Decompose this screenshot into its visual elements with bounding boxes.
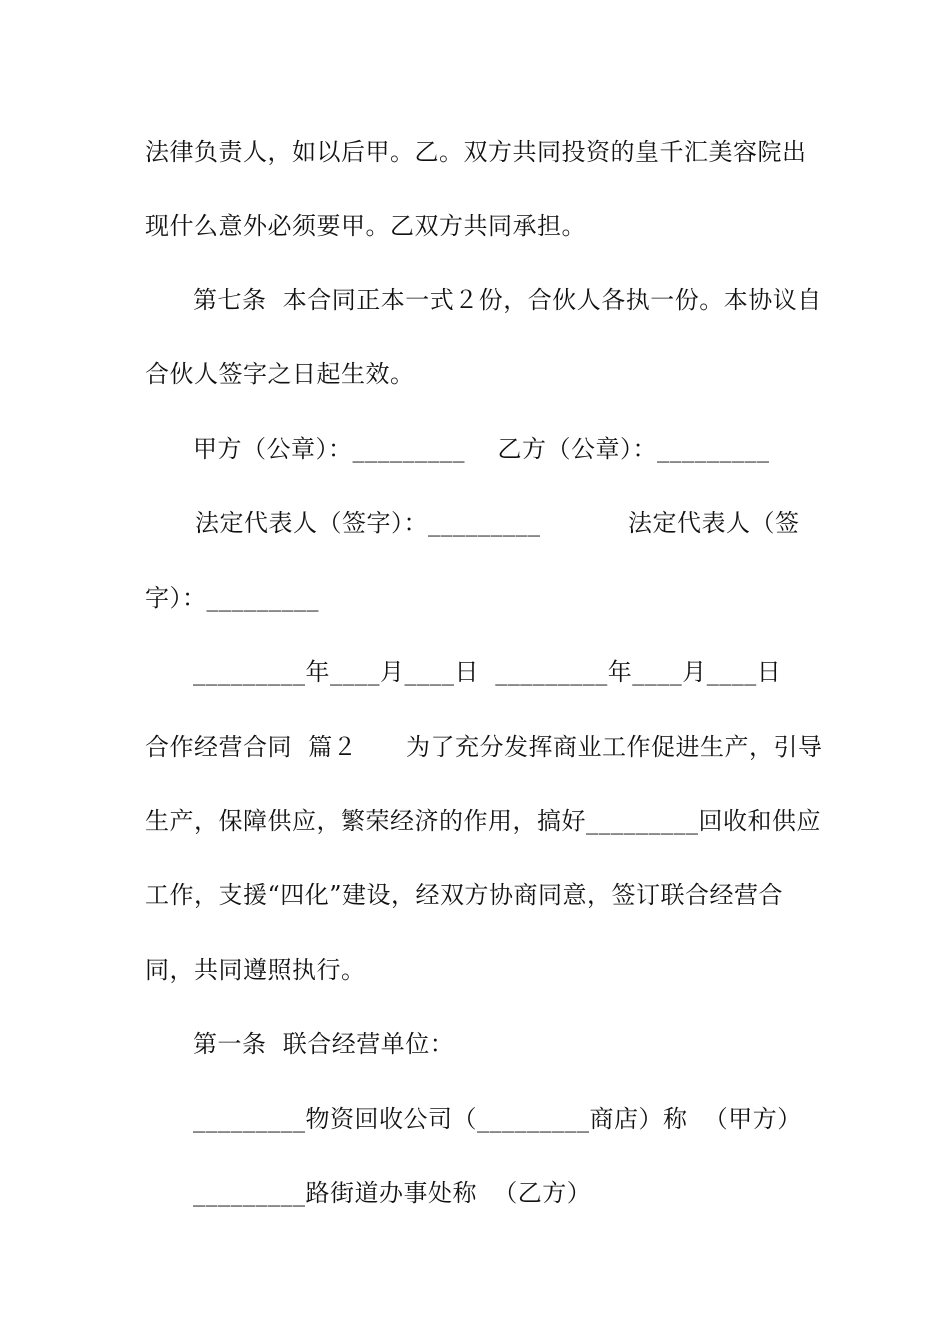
party-b-unit: _________路街道办事处称 （乙方） <box>193 1179 592 1207</box>
contract-2-line-2: 生产，保障供应，繁荣经济的作用，搞好_________回收和供应 <box>145 807 821 835</box>
legal-rep-party-a: 法定代表人（签字）：_________ <box>195 509 541 537</box>
contract-2-line-3: 工作，支援“四化”建设，经双方协商同意，签订联合经营合 <box>145 881 784 909</box>
text-line-1: 法律负责人，如以后甲。乙。双方共同投资的皇千汇美容院出 <box>145 138 807 166</box>
legal-rep-party-b-cont: 字）：_________ <box>145 584 319 612</box>
article-1-heading: 第一条 联合经营单位： <box>193 1030 455 1058</box>
article-7-line-1: 第七条 本合同正本一式２份，合伙人各执一份。本协议自 <box>193 286 822 314</box>
text-line-2: 现什么意外必须要甲。乙双方共同承担。 <box>145 212 586 240</box>
contract-2-heading-line: 合作经营合同 篇２ 为了充分发挥商业工作促进生产，引导 <box>145 733 823 761</box>
legal-rep-party-b: 法定代表人（签 <box>628 509 800 537</box>
party-seal-line: 甲方（公章）：_________ 乙方（公章）：_________ <box>193 435 770 463</box>
party-a-unit: _________物资回收公司（_________商店）称 （甲方） <box>193 1105 802 1133</box>
article-7-line-2: 合伙人签字之日起生效。 <box>145 360 415 388</box>
date-line: _________年____月____日 _________年____月____日 <box>193 658 782 686</box>
contract-2-line-4: 同，共同遵照执行。 <box>145 956 366 984</box>
